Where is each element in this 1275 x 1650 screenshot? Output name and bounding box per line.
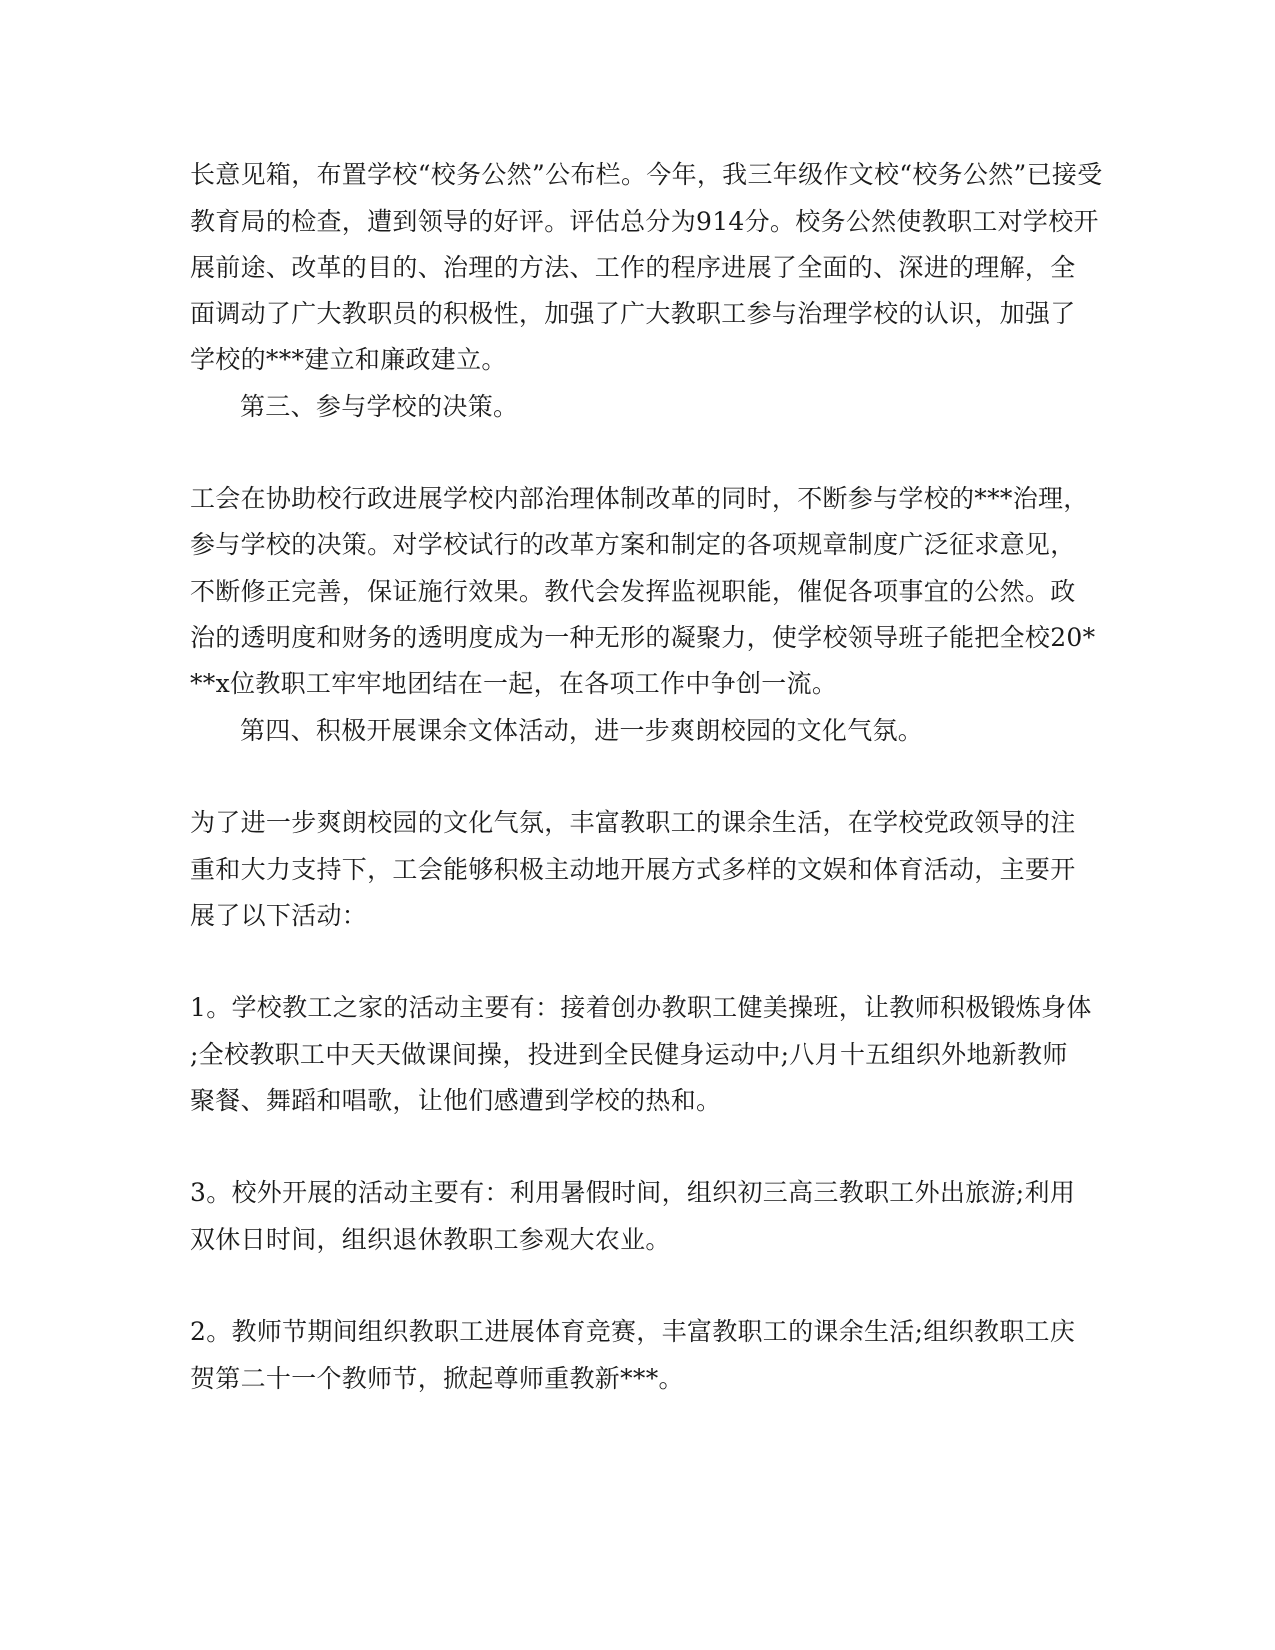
list-item-line: ;全校教职工中天天做课间操，投进到全民健身运动中;八月十五组织外地新教师 [190,1040,1068,1069]
paragraph-line: 不断修正完善，保证施行效果。教代会发挥监视职能，催促各项事宜的公然。政 [190,577,1076,606]
list-item-line: 1。学校教工之家的活动主要有：接着创办教职工健美操班，让教师积极锻炼身体 [190,993,1092,1022]
paragraph-line: 教育局的检查，遭到领导的好评。评估总分为914分。校务公然使教职工对学校开 [190,207,1099,236]
section-heading: 第三、参与学校的决策。 [240,392,519,421]
list-item-line: 双休日时间，组织退休教职工参观大农业。 [190,1225,671,1254]
paragraph-line: 面调动了广大教职员的积极性，加强了广大教职工参与治理学校的认识，加强了 [190,299,1076,328]
paragraph-line: **x位教职工牢牢地团结在一起，在各项工作中争创一流。 [190,669,838,698]
paragraph-line: 为了进一步爽朗校园的文化气氛，丰富教职工的课余生活，在学校党政领导的注 [190,808,1076,837]
paragraph-line: 长意见箱，布置学校“校务公然”公布栏。今年，我三年级作文校“校务公然”已接受 [190,160,1103,189]
section-heading: 第四、积极开展课余文体活动，进一步爽朗校园的文化气氛。 [240,716,924,745]
paragraph-line: 展前途、改革的目的、治理的方法、工作的程序进展了全面的、深进的理解，全 [190,253,1076,282]
paragraph-line: 重和大力支持下，工会能够积极主动地开展方式多样的文娱和体育活动，主要开 [190,855,1076,884]
paragraph-line: 治的透明度和财务的透明度成为一种无形的凝聚力，使学校领导班子能把全校20* [190,623,1096,652]
paragraph-line: 工会在协助校行政进展学校内部治理体制改革的同时，不断参与学校的***治理， [190,484,1089,513]
list-item-line: 贺第二十一个教师节，掀起尊师重教新***。 [190,1364,684,1393]
paragraph-line: 参与学校的决策。对学校试行的改革方案和制定的各项规章制度广泛征求意见， [190,530,1076,559]
paragraph-line: 展了以下活动： [190,901,368,930]
list-item-line: 2。教师节期间组织教职工进展体育竞赛，丰富教职工的课余生活;组织教职工庆 [190,1317,1076,1346]
list-item-line: 聚餐、舞蹈和唱歌，让他们感遭到学校的热和。 [190,1086,722,1115]
paragraph-line: 学校的***建立和廉政建立。 [190,345,507,374]
list-item-line: 3。校外开展的活动主要有：利用暑假时间，组织初三高三教职工外出旅游;利用 [190,1178,1076,1207]
